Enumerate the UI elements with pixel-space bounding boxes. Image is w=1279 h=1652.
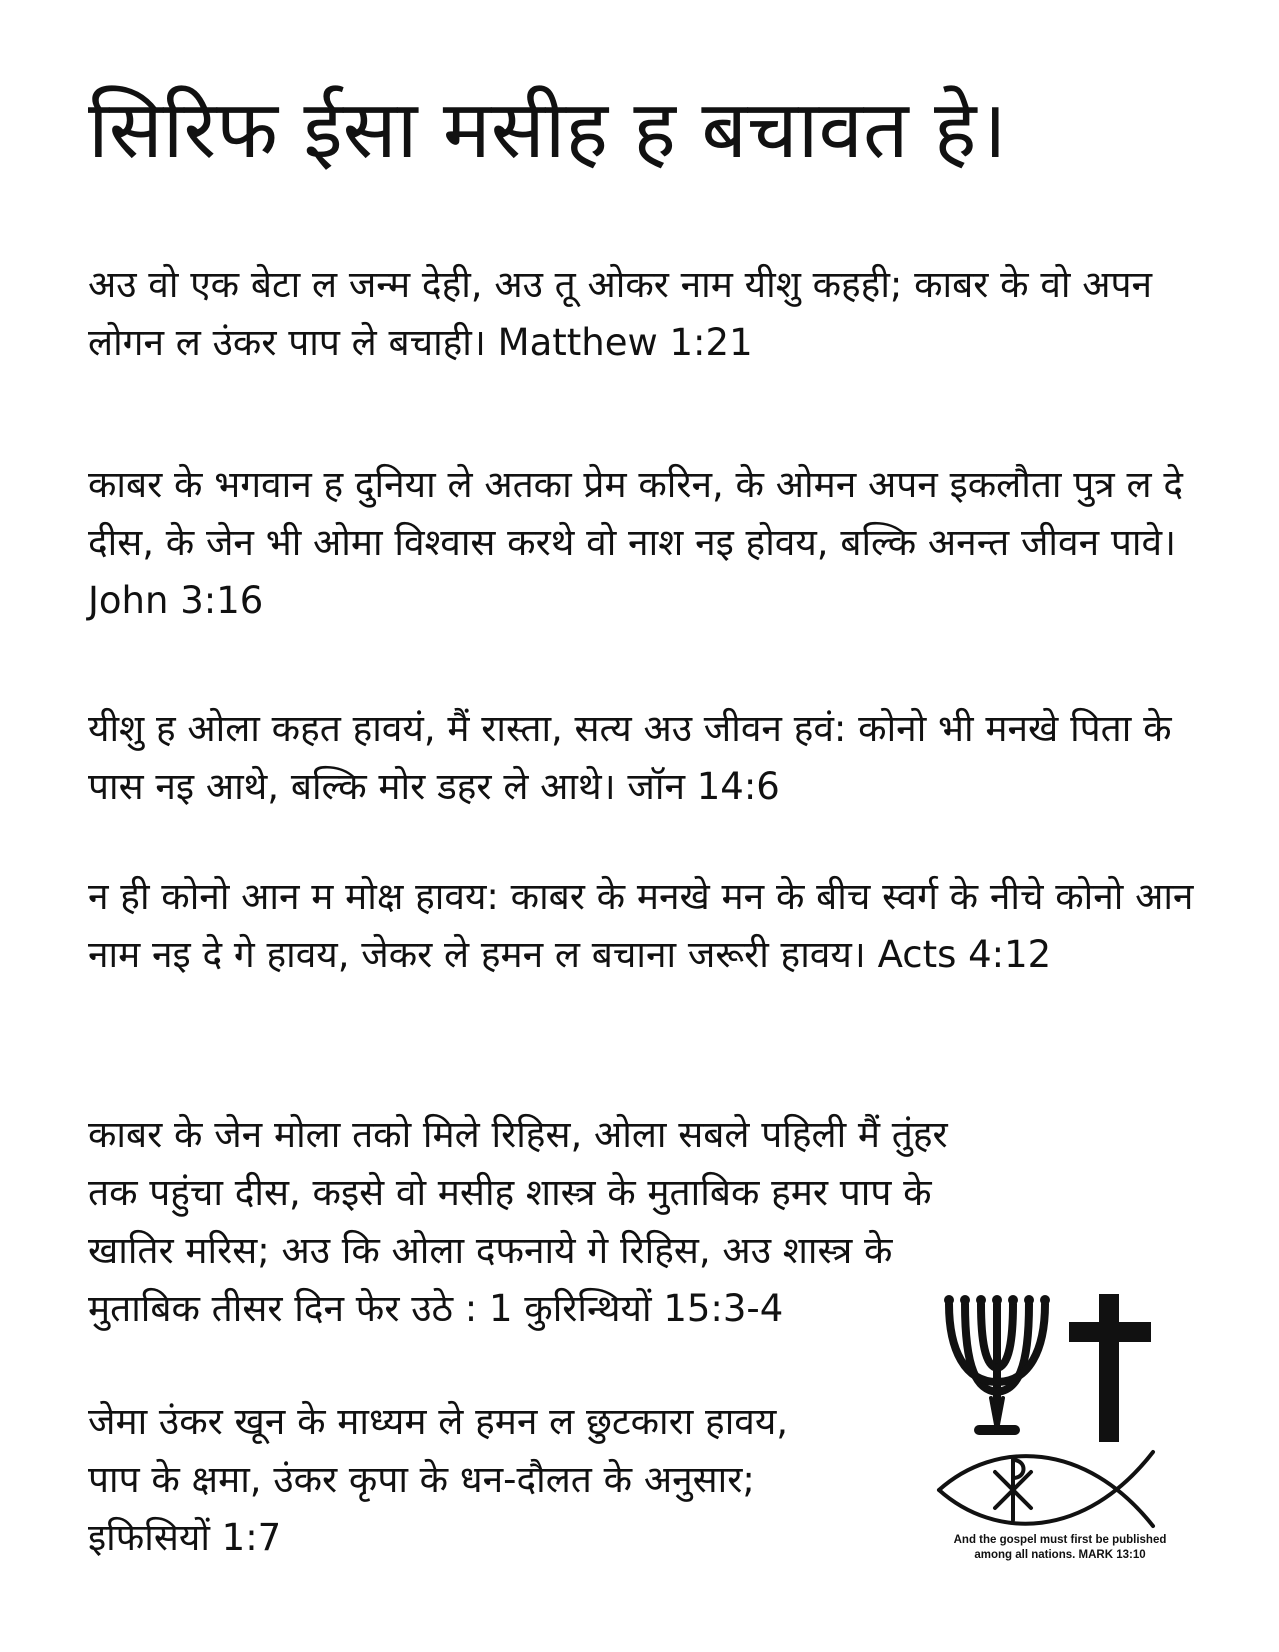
- verse-acts-4-12: न ही कोनो आन म मोक्ष हावय: काबर के मनखे मन के बीच स्वर्ग के नीचे कोनो आन नाम नइ दे गे हावय, जेकर ले हमन ल बचाना जरूरी हावय। Acts 4:12: [88, 875, 1194, 976]
- menorah-flames: [944, 1295, 1050, 1305]
- verse-matthew-1-21: अउ वो एक बेटा ल जन्म देही, अउ तू ओकर नाम यीशु कहही; काबर के वो अपन लोगन ल उंकर पाप ले बचाही। Matthew 1:21: [88, 263, 1153, 364]
- verse-john-3-16: काबर के भगवान ह दुनिया ले अतका प्रेम करिन, के ओमन अपन इकलौता पुत्र ल दे दीस, के जेन भी ओमा विश्वास करथे वो नाश नइ होवय, बल्कि अनन्त जीवन पावे। John 3:16: [88, 463, 1183, 622]
- page-title: सिरिफ ईसा मसीह ह बचावत हे।: [88, 83, 1007, 176]
- menorah-icon: [949, 1304, 1045, 1430]
- verse-1-corinthians-15-3-4: काबर के जेन मोला तको मिले रिहिस, ओला सबले पहिली मैं तुंहर तक पहुंचा दीस, कइसे वो मसीह शास्त्र के मुताबिक हमर पाप के खातिर मरिस; अउ कि ओला दफनाये गे रिहिस, अउ शास्त्र के मुताबिक तीसर दिन फेर उठे : 1 कुरिन्थियों 15:3-4: [88, 1113, 948, 1330]
- verse-john-14-6: यीशु ह ओला कहत हावयं, मैं रास्ता, सत्य अउ जीवन हवं: कोनो भी मनखे पिता के पास नइ आथे, बल्कि मोर डहर ले आथे। जॉन 14:6: [88, 707, 1172, 808]
- christian-symbols: [935, 1290, 1195, 1540]
- verse-ephesians-1-7: जेमा उंकर खून के माध्यम ले हमन ल छुटकारा हावय, पाप के क्षमा, उंकर कृपा के धन-दौलत के अनुसार; इफिसियों 1:7: [88, 1400, 789, 1559]
- ichthys-chi-rho-icon: [939, 1452, 1153, 1526]
- footer-quote: [900, 1533, 1220, 1563]
- footer-line-1: And the gospel must first be published: [953, 1534, 1167, 1546]
- cross-icon: [1069, 1294, 1151, 1442]
- footer-line-2: among all nations. MARK 13:10: [974, 1549, 1146, 1561]
